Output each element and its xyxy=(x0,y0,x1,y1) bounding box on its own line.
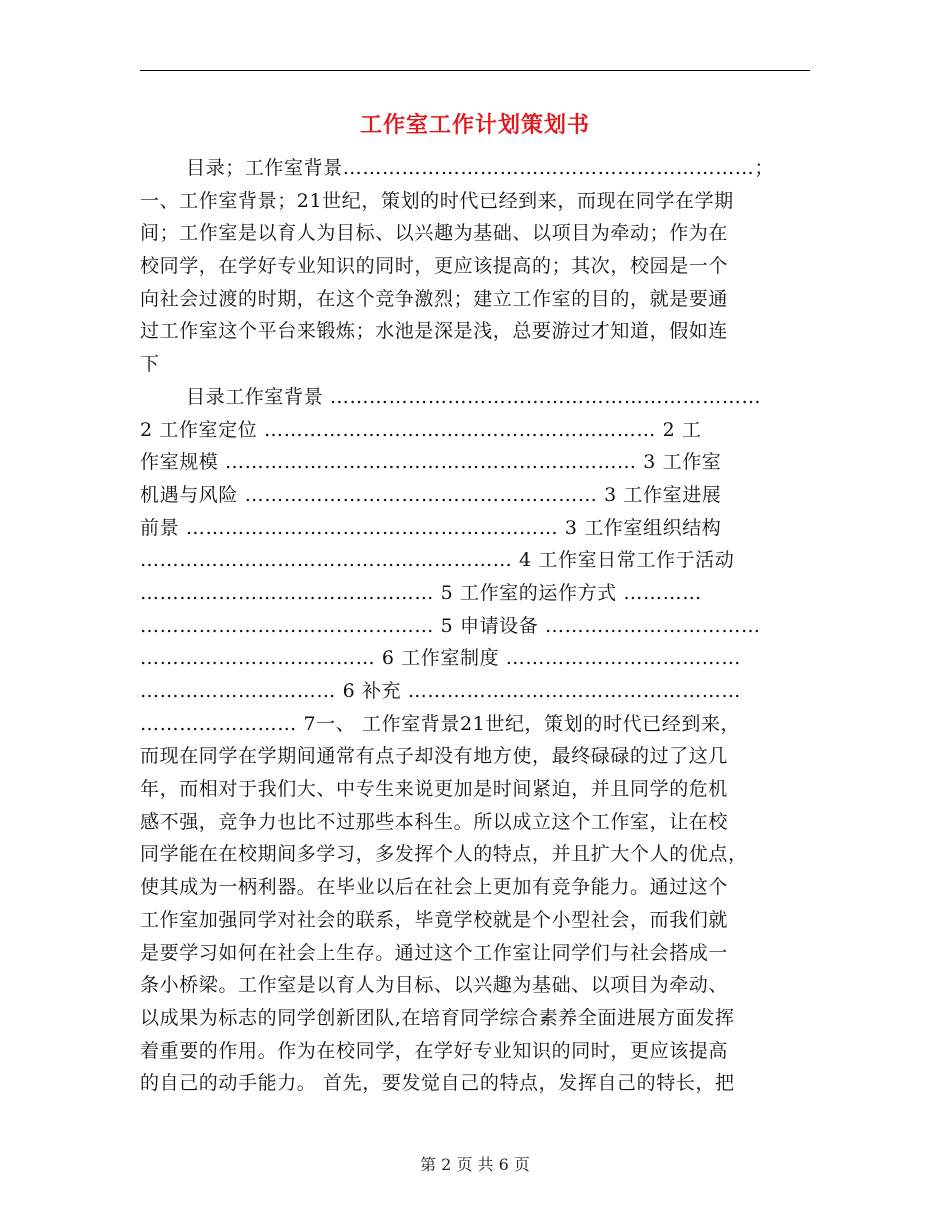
toc-line: ……………………………………… 5 申请设备 …………………………… xyxy=(140,614,761,637)
toc-line: 目录工作室背景 ………………………………………………………… xyxy=(186,385,762,408)
paragraph-line: 工作室加强同学对社会的联系，毕竟学校就是个小型社会，而我们就 xyxy=(140,908,729,931)
toc-line: ………………………… 6 补充 …………………………………………… xyxy=(140,680,742,702)
paragraph-line: 目录；工作室背景………………………………………………………； xyxy=(186,157,775,179)
paragraph-line: 间；工作室是以育人为目标、以兴趣为基础、以项目为牵动；作为在 xyxy=(140,222,729,245)
paragraph-line: 下 xyxy=(140,353,160,376)
toc-line: 机遇与风险 ……………………………………………… 3 工作室进展 xyxy=(140,483,722,506)
paragraph-line: 的自己的动手能力。 首先，要发觉自己的特点，发挥自己的特长，把 xyxy=(140,1072,735,1095)
paragraph-line: 使其成为一柄利器。在毕业以后在社会上更加有竞争能力。通过这个 xyxy=(140,876,729,899)
paragraph-line: 感不强，竞争力也比不过那些本科生。所以成立这个工作室，让在校 xyxy=(140,810,729,833)
toc-line: 前景 ………………………………………………… 3 工作室组织结构 xyxy=(140,516,722,539)
page-number-footer: 第 2 页 共 6 页 xyxy=(420,1155,530,1174)
paragraph-line: 着重要的作用。作为在校同学，在学好专业知识的同时，更应该提高 xyxy=(140,1039,729,1062)
paragraph-line: 过工作室这个平台来锻炼；水池是深是浅，总要游过才知道，假如连 xyxy=(140,320,729,343)
paragraph-line: 向社会过渡的时期，在这个竞争激烈；建立工作室的目的，就是要通 xyxy=(140,287,729,310)
document-body xyxy=(140,152,800,1100)
header-rule xyxy=(140,70,810,71)
paragraph-line: 是要学习如何在社会上生存。通过这个工作室让同学们与社会搭成一 xyxy=(140,941,729,964)
paragraph-line: 条小桥梁。工作室是以育人为目标、以兴趣为基础、以项目为牵动、 xyxy=(140,974,729,997)
paragraph-line: 同学能在在校期间多学习，多发挥个人的特点，并且扩大个人的优点， xyxy=(140,843,748,866)
toc-line: ………………………………………………… 4 工作室日常工作于活动 xyxy=(140,549,735,572)
paragraph-line: 而现在同学在学期间通常有点子却没有地方使，最终碌碌的过了这几 xyxy=(140,745,729,768)
toc-line: ……………………………………… 5 工作室的运作方式 ………… xyxy=(140,581,702,604)
toc-line: 作室规模 ……………………………………………………… 3 工作室 xyxy=(140,451,722,474)
paragraph-line: 校同学，在学好专业知识的同时，更应该提高的；其次，校园是一个 xyxy=(140,255,729,278)
paragraph-line: 以成果为标志的同学创新团队,在培育同学综合素养全面进展方面发挥 xyxy=(140,1006,735,1029)
toc-line: ……………………………… 6 工作室制度 ……………………………… xyxy=(140,647,742,670)
paragraph-line: 年，而相对于我们大、中专生来说更加是时间紧迫，并且同学的危机 xyxy=(140,778,729,801)
paragraph-line: 一、工作室背景；21世纪，策划的时代已经到来，而现在同学在学期 xyxy=(140,189,734,212)
toc-line: 2 工作室定位 …………………………………………………… 2 工 xyxy=(140,418,702,441)
paragraph-line: …………………… 7一、 工作室背景21世纪，策划的时代已经到来， xyxy=(140,712,741,735)
document-title: 工作室工作计划策划书 xyxy=(359,112,590,138)
